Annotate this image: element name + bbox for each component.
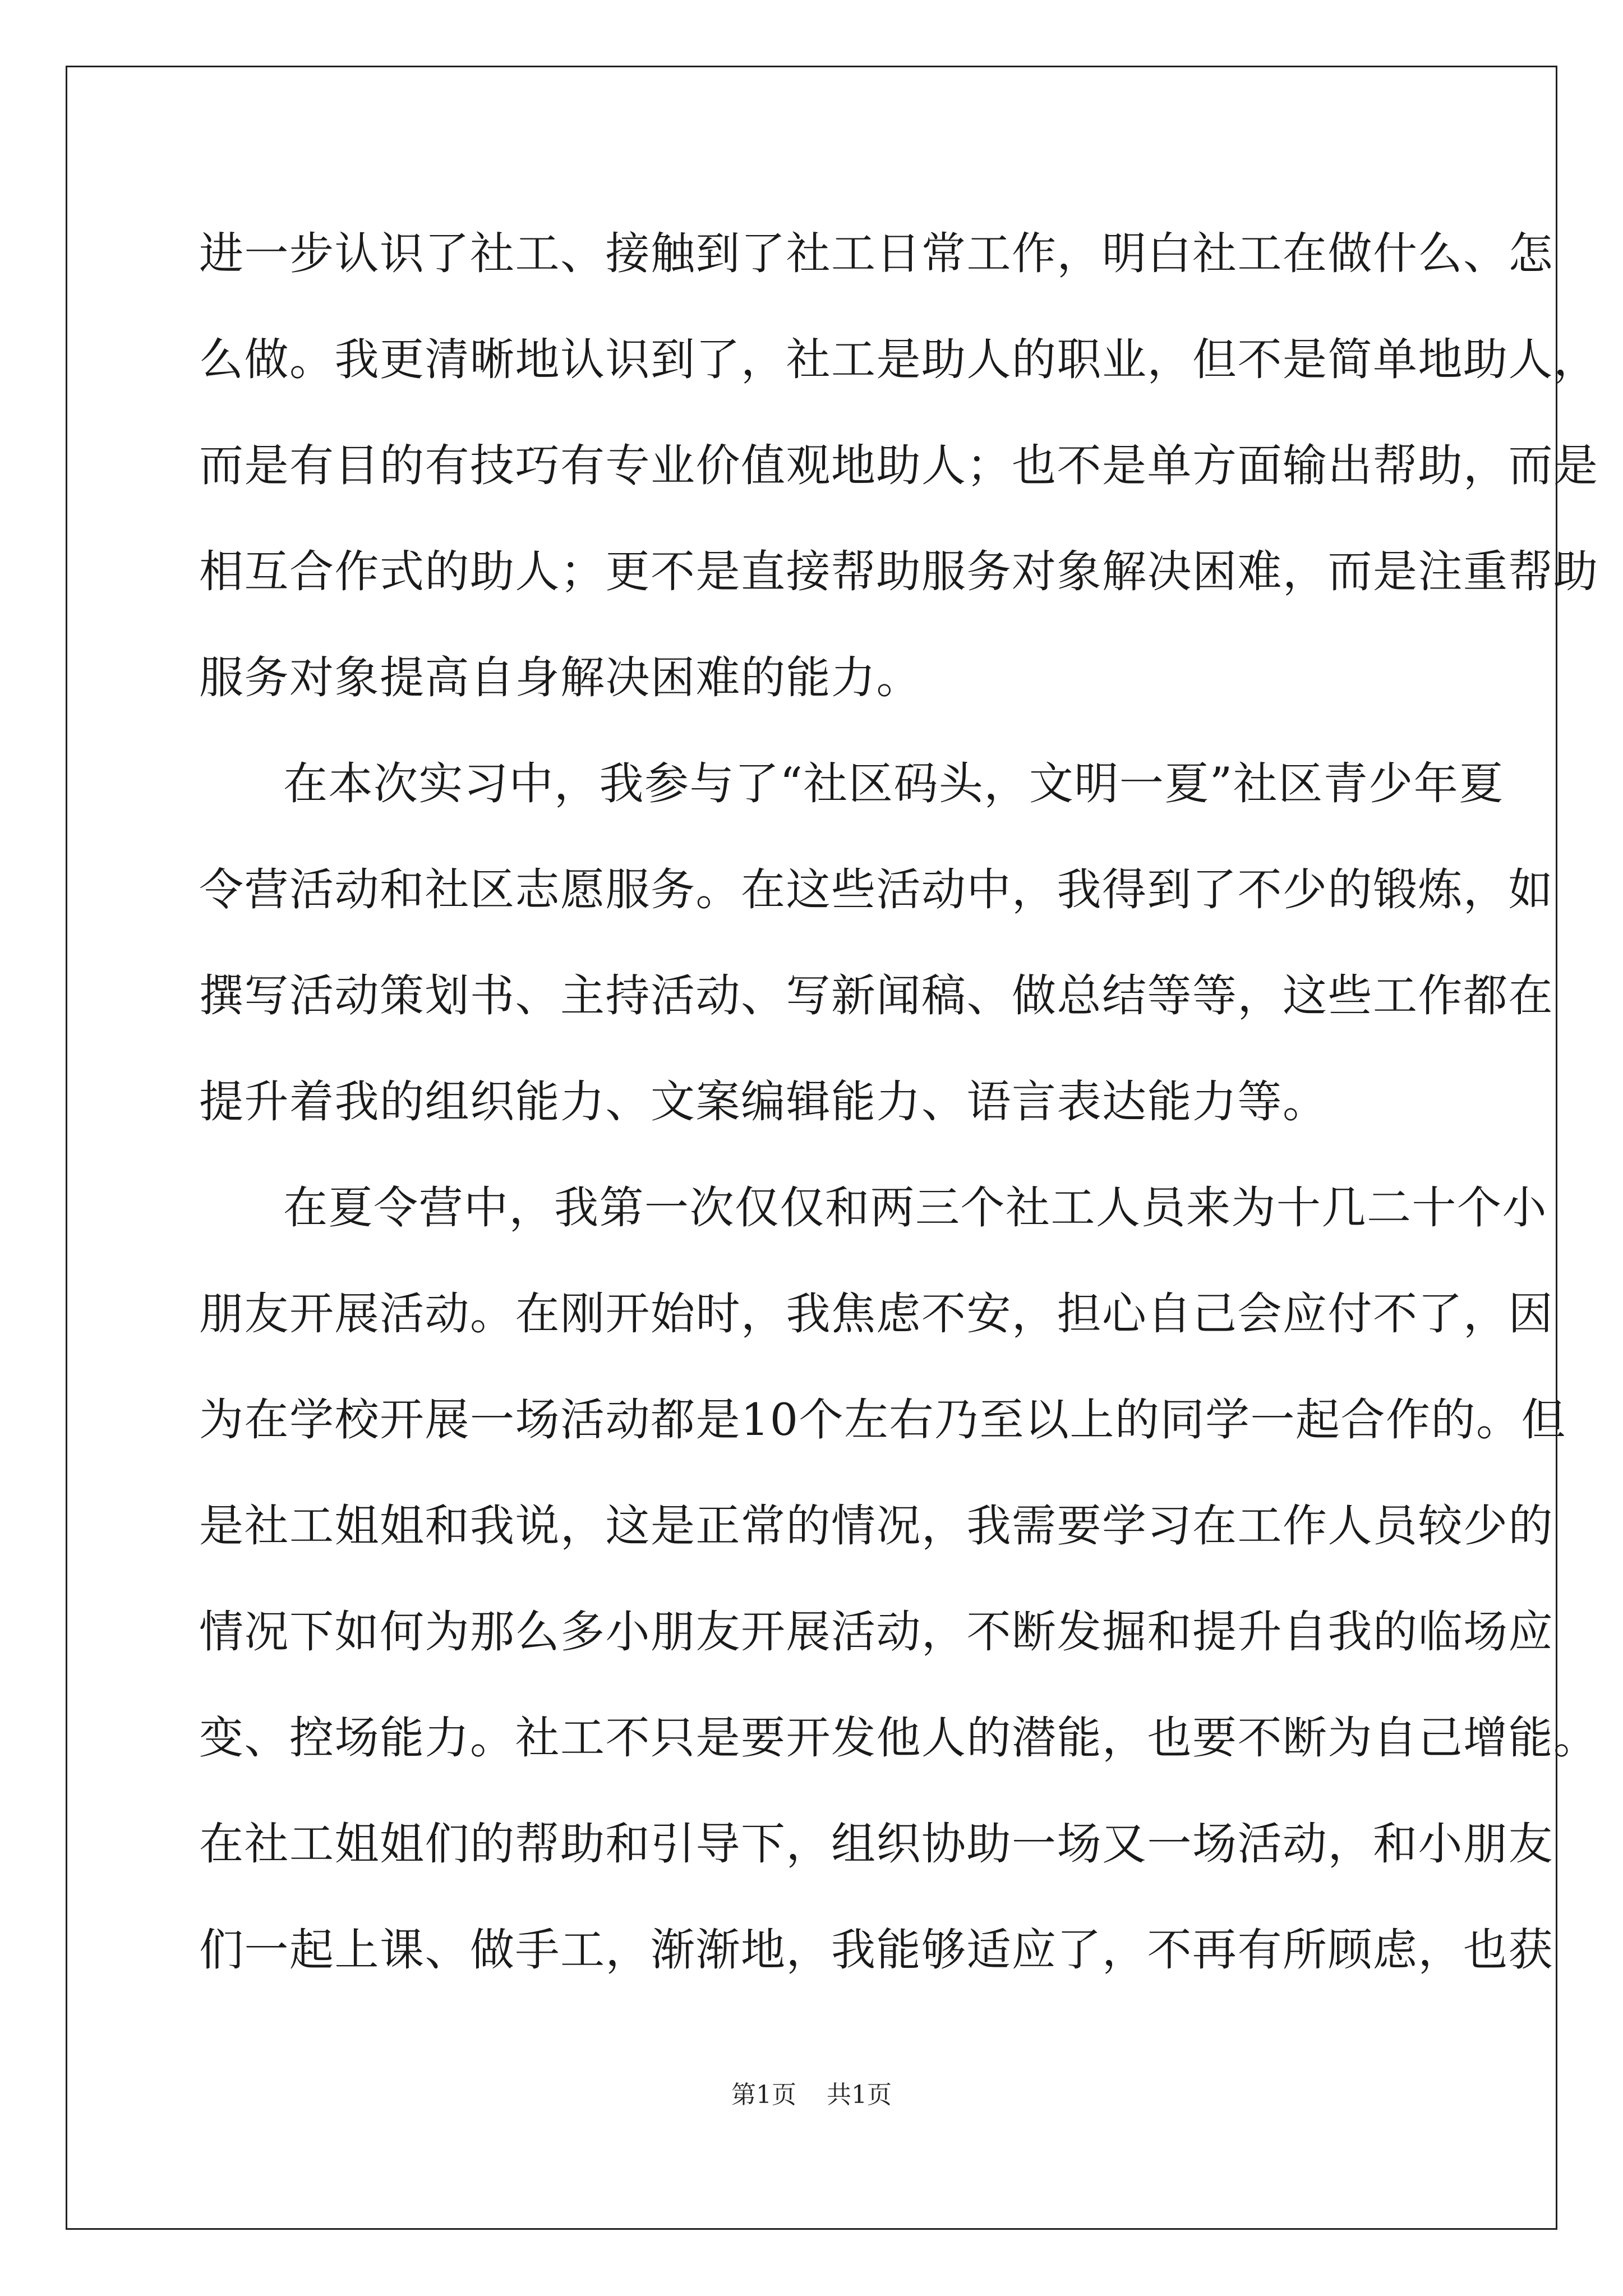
text-line: 情况下如何为那么多小朋友开展活动，不断发掘和提升自我的临场应 (199, 1606, 1553, 1658)
text-line: 朋友开展活动。在刚开始时，我焦虑不安，担心自己会应付不了，因 (199, 1288, 1553, 1340)
text-line: 为在学校开展一场活动都是10个左右乃至以上的同学一起合作的。但 (199, 1394, 1567, 1446)
text-line: 提升着我的组织能力、文案编辑能力、语言表达能力等。 (199, 1076, 1328, 1128)
text-line: 令营活动和社区志愿服务。在这些活动中，我得到了不少的锻炼，如 (199, 864, 1553, 915)
text-line: 而是有目的有技巧有专业价值观地助人；也不是单方面输出帮助，而是 (199, 440, 1599, 491)
text-line: 撰写活动策划书、主持活动、写新闻稿、做总结等等，这些工作都在 (199, 970, 1553, 1022)
text-line: 相互合作式的助人；更不是直接帮助服务对象解决困难，而是注重帮助 (199, 546, 1599, 597)
page-number-total: 共1页 (827, 2081, 892, 2109)
text-line: 变、控场能力。社工不只是要开发他人的潜能，也要不断为自己增能。 (199, 1712, 1599, 1764)
page-number-current: 第1页 (731, 2081, 796, 2109)
text-line: 么做。我更清晰地认识到了，社工是助人的职业，但不是简单地助人， (199, 334, 1599, 385)
paragraph-start-line: 在本次实习中，我参与了“社区码头，文明一夏”社区青少年夏 (283, 758, 1504, 809)
document-body (199, 220, 1599, 2022)
text-line: 进一步认识了社工、接触到了社工日常工作，明白社工在做什么、怎 (199, 228, 1553, 279)
text-line: 是社工姐姐和我说，这是正常的情况，我需要学习在工作人员较少的 (199, 1500, 1553, 1552)
text-line: 在社工姐姐们的帮助和引导下，组织协助一场又一场活动，和小朋友 (199, 1818, 1553, 1870)
text-line: 服务对象提高自身解决困难的能力。 (199, 652, 921, 703)
paragraph-start-line: 在夏令营中，我第一次仅仅和两三个社工人员来为十几二十个小 (283, 1182, 1547, 1234)
page-footer (0, 2078, 1623, 2112)
text-line: 们一起上课、做手工，渐渐地，我能够适应了，不再有所顾虑，也获 (199, 1924, 1553, 1976)
